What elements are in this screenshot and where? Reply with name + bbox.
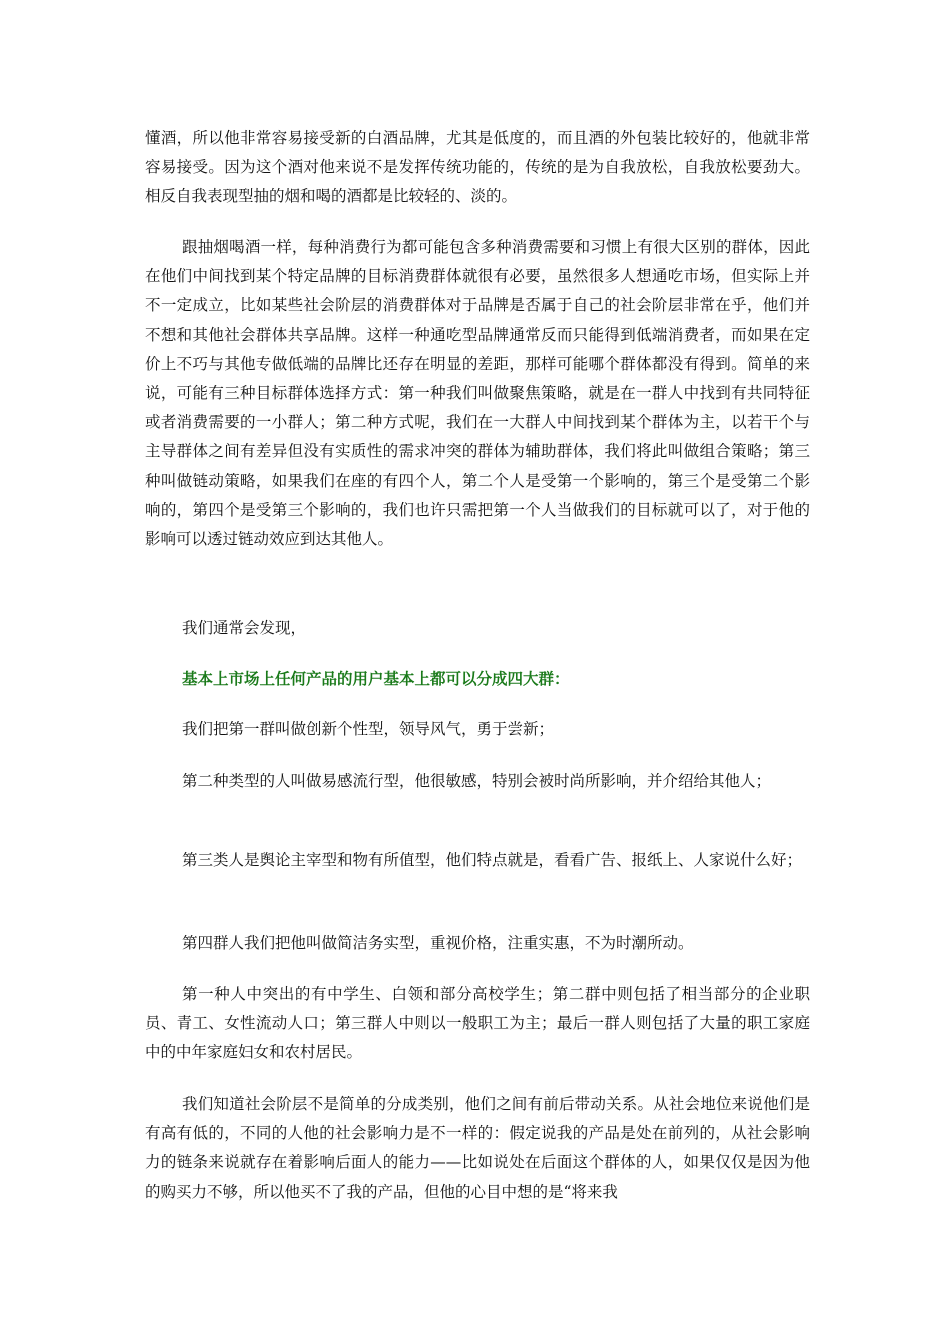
paragraph-group-members: 第一种人中突出的有中学生、白领和部分高校学生；第二群中则包括了相当部分的企业职员、青工、女性流动人口；第三群人中则以一般职工为主；最后一群人则包括了大量的职工家庭中的中年家庭妇女和农村居民。 [145,985,810,1062]
paragraph-group-four: 第四群人我们把他叫做简洁务实型，重视价格，注重实惠，不为时潮所动。 [182,934,694,952]
paragraph-target-group-strategies: 跟抽烟喝酒一样，每种消费行为都可能包含多种消费需要和习惯上有很大区别的群体，因此在他们中间找到某个特定品牌的目标消费群体就很有必要，虽然很多人想通吃市场，但实际上并不一定成立，比如某些社会阶层的消费群体对于品牌是否属于自己的社会阶层非常在乎，他们并不想和其他社会群体共享品牌。这样一种通吃型品牌通常反而只能得到低端消费者，而如果在定价上不巧与其他专做低端的品牌比还存在明显的差距，那样可能哪个群体都没有得到。简单的来说，可能有三种目标群体选择方式：第一种我们叫做聚焦策略，就是在一群人中找到有共同特征或者消费需要的一小群人；第二种方式呢，我们在一大群人中间找到某个群体为主，以若干个与主导群体之间有差异但没有实质性的需求冲突的群体为辅助群体，我们将此叫做组合策略；第三种叫做链动策略，如果我们在座的有四个人，第二个人是受第一个影响的，第三个是受第二个影响的，第四个是受第三个影响的，我们也许只需把第一个人当做我们的目标就可以了，对于他的影响可以透过链动效应到达其他人。 [145,238,810,549]
paragraph-we-often-find: 我们通常会发现， [182,619,307,637]
paragraph-intro-continuation: 懂酒，所以他非常容易接受新的白酒品牌，尤其是低度的，而且酒的外包装比较好的，他就非常容易接受。因为这个酒对他来说不是发挥传统功能的，传统的是为自我放松，自我放松要劲大。相反自我表现型抽的烟和喝的酒都是比较轻的、淡的。 [145,129,810,206]
paragraph-social-class-chain: 我们知道社会阶层不是简单的分成类别，他们之间有前后带动关系。从社会地位来说他们是有高有低的，不同的人他的社会影响力是不一样的：假定说我的产品是处在前列的，从社会影响力的链条来说就存在着影响后面人的能力——比如说处在后面这个群体的人，如果仅仅是因为他的购买力不够，所以他买不了我的产品，但他的心目中想的是“将来我 [145,1095,810,1201]
paragraph-group-three: 第三类人是舆论主宰型和物有所值型，他们特点就是，看看广告、报纸上、人家说什么好； [182,851,803,869]
paragraph-group-two: 第二种类型的人叫做易感流行型，他很敏感，特别会被时尚所影响，并介绍给其他人； [182,772,772,790]
paragraph-group-one: 我们把第一群叫做创新个性型，领导风气，勇于尝新； [182,720,555,738]
highlight-four-groups-heading: 基本上市场上任何产品的用户基本上都可以分成四大群： [182,669,570,688]
